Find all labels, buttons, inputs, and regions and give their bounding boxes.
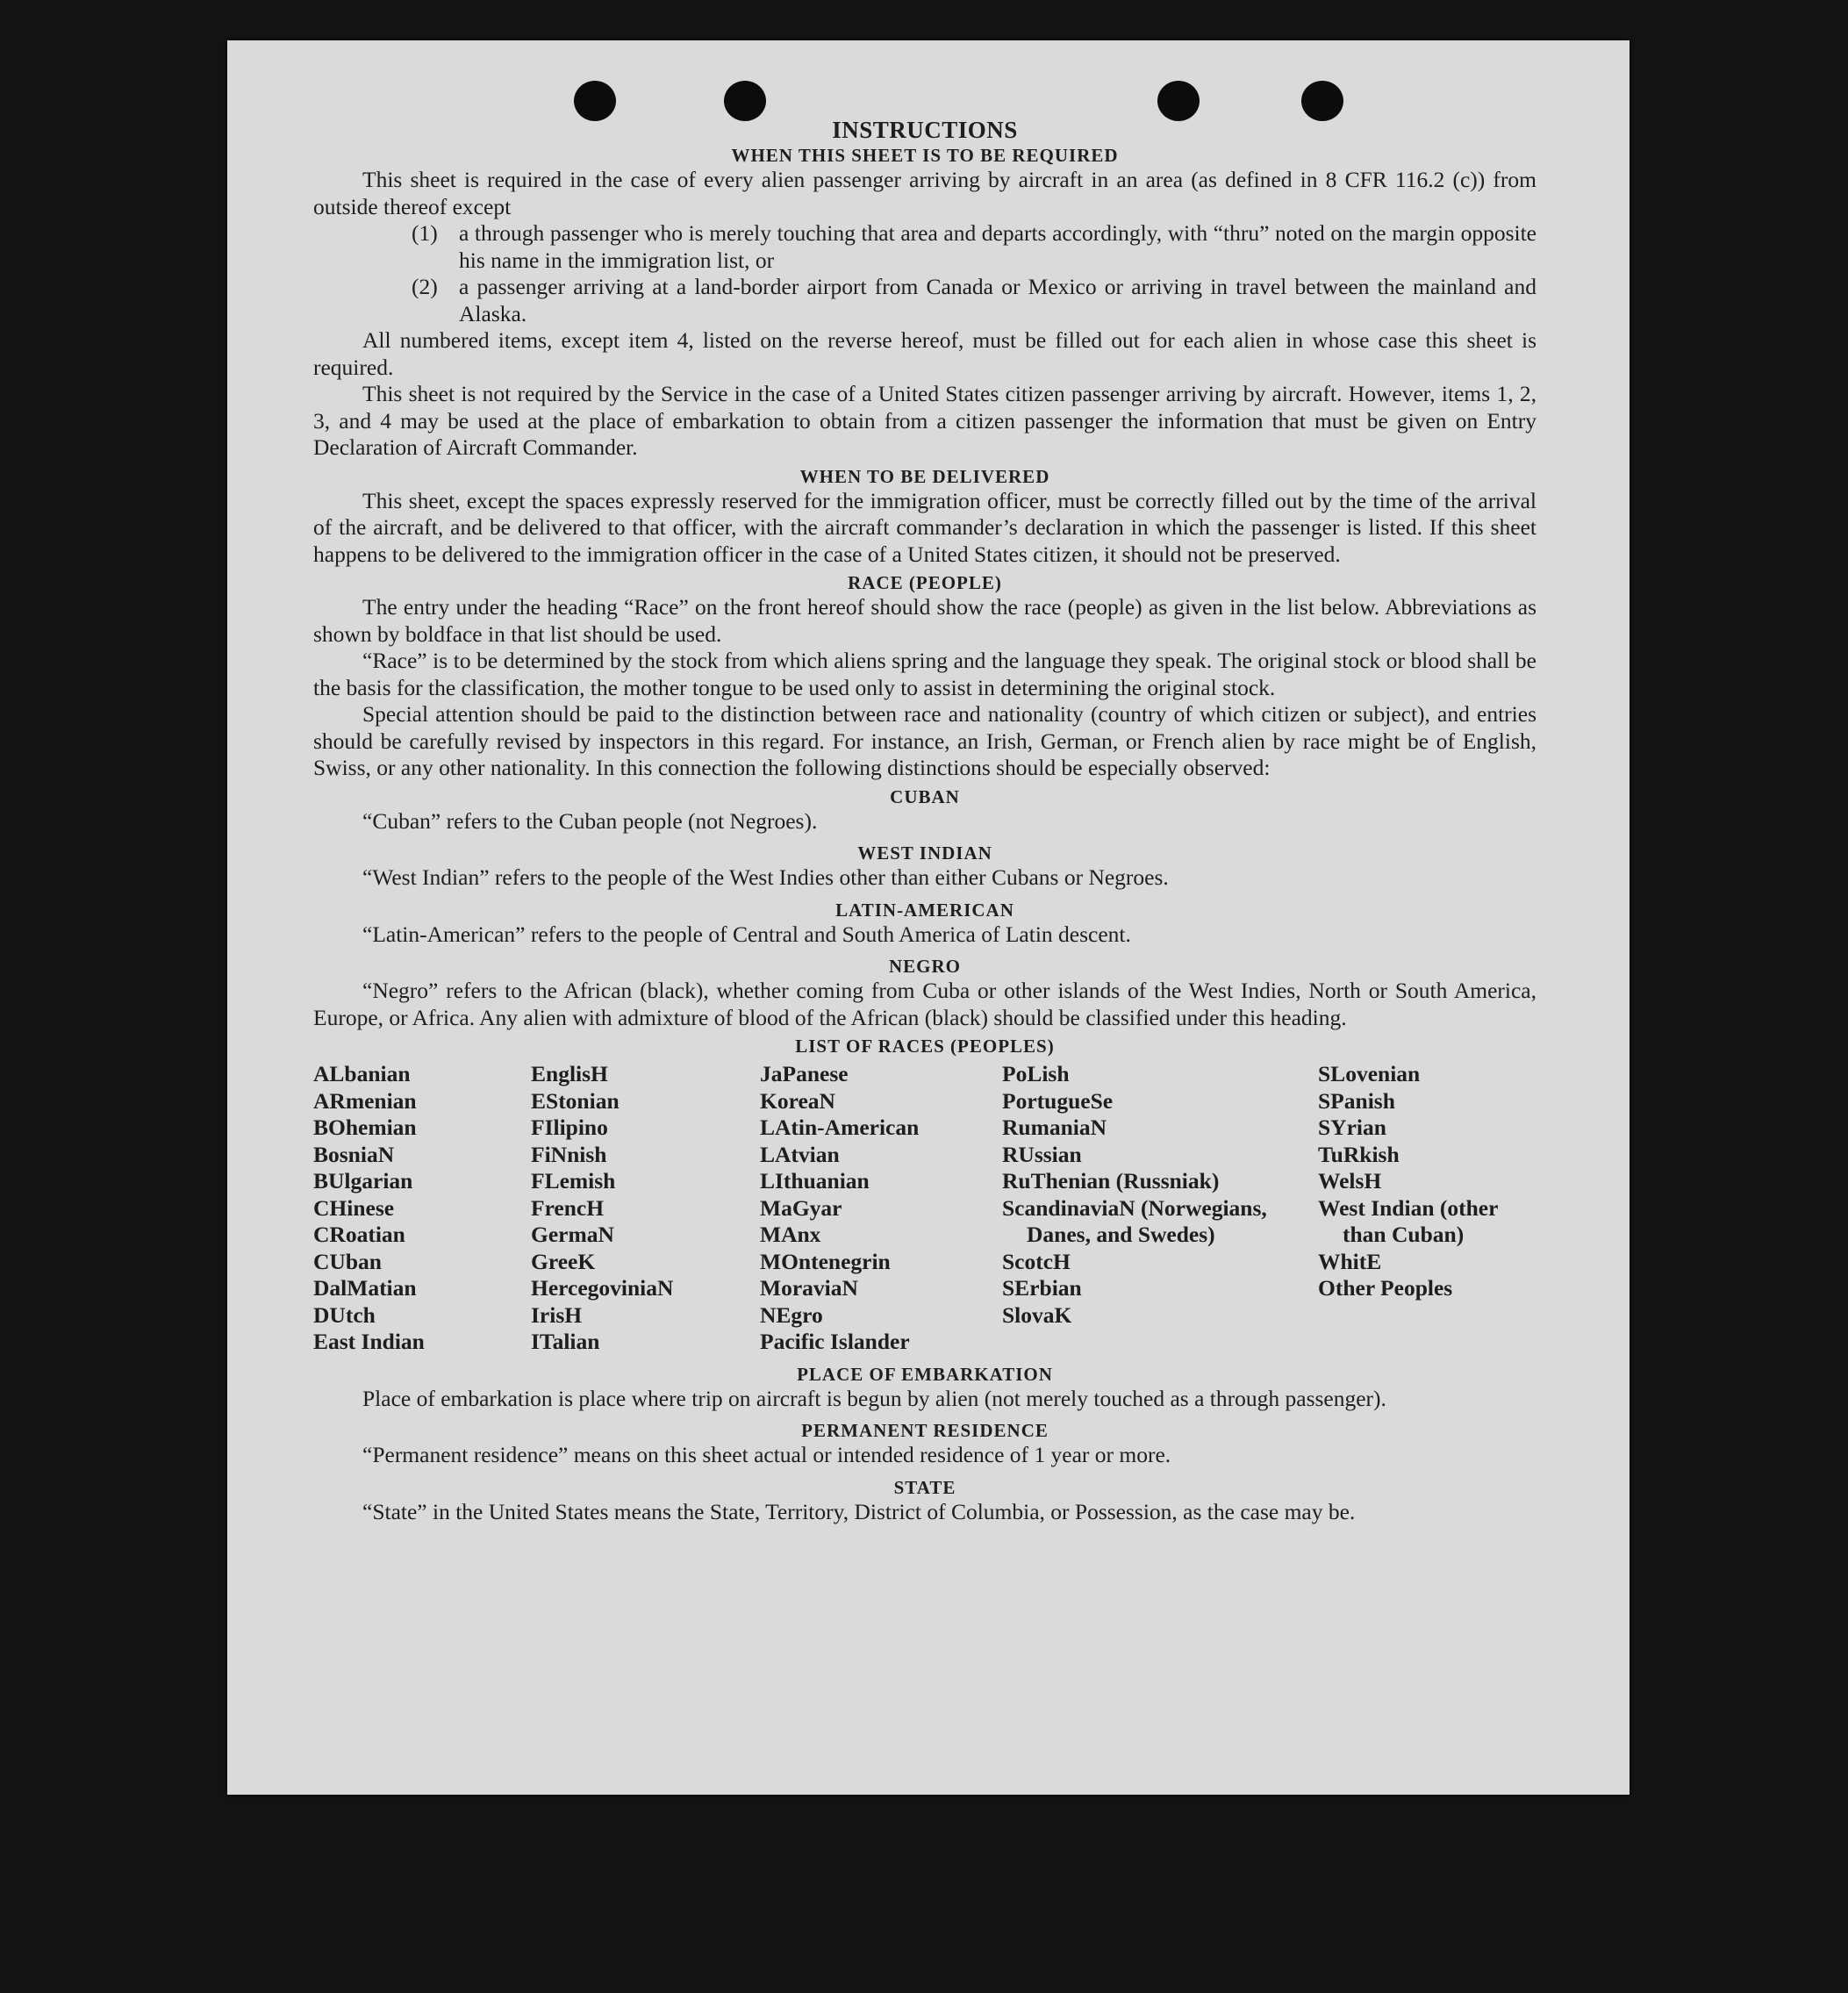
paragraph: Place of embarkation is place where trip on aircraft is begun by alien (not merely touched as a through passenger). xyxy=(362,1385,1386,1411)
section-heading: PLACE OF EMBARKATION xyxy=(797,1363,1053,1385)
section-heading: WEST INDIAN xyxy=(857,842,992,864)
race-entry: FLemish xyxy=(531,1168,616,1194)
race-entry: SLovenian xyxy=(1318,1061,1421,1086)
paragraph: The entry under the heading “Race” on the front hereof should show the race (people) as given in the list below. Abbreviations as shown by boldface in that list should be used. xyxy=(313,594,1536,647)
race-entry: TuRkish xyxy=(1318,1141,1400,1167)
race-entry: NEgro xyxy=(760,1301,823,1328)
paragraph: This sheet is not required by the Service in the case of a United States citizen passenger arriving by aircraft. However, items 1, 2, 3, and 4 may be used at the place of embarkation to obtain from a citizen passenger the information that must be given on Entry Declaration of Aircraft Commander. xyxy=(313,381,1536,460)
race-entry: LAtvian xyxy=(760,1141,840,1167)
item-number: (1) xyxy=(412,220,438,246)
paragraph: “Race” is to be determined by the stock from which aliens spring and the language they speak. The original stock or blood shall be the basis for the classification, the mother tongue to be used only to assist in determining the original stock. xyxy=(313,648,1536,700)
race-entry: SErbian xyxy=(1002,1275,1082,1301)
paragraph: This sheet is required in the case of every alien passenger arriving by aircraft in an area (as defined in 8 CFR 116.2 (c)) from outside thereof except xyxy=(313,167,1536,219)
race-entry: BOhemian xyxy=(313,1115,417,1140)
race-entry: KoreaN xyxy=(760,1087,835,1114)
race-entry: MAnx xyxy=(760,1222,821,1247)
race-entry: ScotcH xyxy=(1002,1248,1071,1274)
race-entry: DalMatian xyxy=(313,1275,417,1301)
race-entry: MOntenegrin xyxy=(760,1248,891,1274)
race-entry: DUtch xyxy=(313,1301,376,1328)
section-heading: WHEN TO BE DELIVERED xyxy=(799,465,1050,487)
race-entry: West Indian (other than Cuban) xyxy=(1318,1194,1498,1247)
paragraph: All numbered items, except item 4, listed on the reverse hereof, must be filled out for each alien in whose case this sheet is required. xyxy=(313,327,1536,380)
race-entry: RUssian xyxy=(1002,1141,1082,1167)
paragraph: “Latin-American” refers to the people of Central and South America of Latin descent. xyxy=(362,921,1131,947)
race-column xyxy=(531,1061,760,1356)
race-entry: ALbanian xyxy=(313,1061,411,1086)
race-entry: ScandinaviaN (Norwegians, Danes, and Swedes) xyxy=(1002,1194,1267,1247)
race-entry: PoLish xyxy=(1002,1061,1070,1086)
race-entry: CRoatian xyxy=(313,1222,405,1247)
race-entry: RumaniaN xyxy=(1002,1115,1107,1140)
race-entry: LAtin-American xyxy=(760,1115,920,1140)
paragraph: “Cuban” refers to the Cuban people (not Negroes). xyxy=(362,807,818,834)
item-number: (2) xyxy=(412,274,438,299)
section-heading: PERMANENT RESIDENCE xyxy=(801,1420,1049,1441)
race-entry: FiNnish xyxy=(531,1141,607,1167)
item-text: a through passenger who is merely touching that area and departs accordingly, with “thru” noted on the margin opposite his name in the immigration list, or xyxy=(459,220,1536,273)
race-entry: MaGyar xyxy=(760,1194,842,1221)
race-column xyxy=(760,1061,1002,1356)
section-heading: NEGRO xyxy=(888,956,961,977)
race-entry: EnglisH xyxy=(531,1061,608,1086)
race-column xyxy=(1318,1061,1536,1356)
race-entry: ARmenian xyxy=(313,1087,417,1114)
instructions-content xyxy=(313,116,1536,1525)
race-entry: BUlgarian xyxy=(313,1168,413,1194)
race-entry: Other Peoples xyxy=(1318,1275,1453,1301)
race-entry: Pacific Islander xyxy=(760,1329,910,1354)
race-entry: PortugueSe xyxy=(1002,1087,1114,1114)
race-entry: SlovaK xyxy=(1002,1301,1072,1328)
race-list xyxy=(313,1061,1536,1356)
race-entry: JaPanese xyxy=(760,1061,849,1086)
section-heading: RACE (PEOPLE) xyxy=(848,572,1002,593)
page-title: INSTRUCTIONS xyxy=(832,117,1018,143)
paragraph: “West Indian” refers to the people of the West Indies other than either Cubans or Negroes. xyxy=(362,864,1169,890)
paragraph: This sheet, except the spaces expressly reserved for the immigration officer, must be correctly filled out by the time of the arrival of the aircraft, and be delivered to that officer, with the aircraft commander’s declaration in which the passenger is listed. If this sheet happens to be delivered to the immigration officer in the case of a United States citizen, it should not be preserved. xyxy=(313,487,1536,567)
race-entry: IrisH xyxy=(531,1301,583,1328)
race-entry: WelsH xyxy=(1318,1168,1382,1194)
list-item xyxy=(412,220,1536,274)
list-item xyxy=(412,274,1536,327)
race-entry: ITalian xyxy=(531,1329,600,1354)
race-entry: East Indian xyxy=(313,1329,425,1354)
paragraph: “Negro” refers to the African (black), whether coming from Cuba or other islands of the West Indies, North or South America, Europe, or Africa. Any alien with admixture of blood of the African (black) should be classified under this heading. xyxy=(313,978,1536,1030)
item-text: a passenger arriving at a land-border airport from Canada or Mexico or arriving in travel between the mainland and Alaska. xyxy=(459,274,1536,326)
race-entry: EStonian xyxy=(531,1087,620,1114)
race-entry: CHinese xyxy=(313,1194,395,1221)
paragraph: Special attention should be paid to the distinction between race and nationality (country of which citizen or subject), and entries should be carefully revised by inspectors in this regard. For instance, an Irish, German, or French alien by race might be of English, Swiss, or any other nationality. In this connection the following distinctions should be especially observed: xyxy=(313,701,1536,780)
section-heading: LATIN-AMERICAN xyxy=(835,899,1014,921)
race-column xyxy=(1002,1061,1318,1356)
race-entry: GreeK xyxy=(531,1248,596,1274)
race-entry: BosniaN xyxy=(313,1141,395,1167)
document-sheet xyxy=(227,40,1630,1795)
section-heading: STATE xyxy=(893,1476,956,1498)
race-column xyxy=(313,1061,531,1356)
section-heading: LIST OF RACES (PEOPLES) xyxy=(795,1036,1055,1057)
race-entry: FrencH xyxy=(531,1194,605,1221)
race-entry: SPanish xyxy=(1318,1087,1395,1114)
race-entry: LIthuanian xyxy=(760,1168,870,1194)
race-entry: RuThenian (Russniak) xyxy=(1002,1168,1220,1194)
race-entry: FIlipino xyxy=(531,1115,608,1140)
race-entry: WhitE xyxy=(1318,1248,1382,1274)
race-entry: MoraviaN xyxy=(760,1275,858,1301)
section-heading: CUBAN xyxy=(890,785,960,807)
race-entry: GermaN xyxy=(531,1222,614,1247)
race-entry: SYrian xyxy=(1318,1115,1386,1140)
race-entry: HercegoviniaN xyxy=(531,1275,674,1301)
section-heading: WHEN THIS SHEET IS TO BE REQUIRED xyxy=(731,145,1119,166)
race-entry: CUban xyxy=(313,1248,382,1274)
paragraph: “Permanent residence” means on this sheet actual or intended residence of 1 year or more. xyxy=(362,1442,1171,1467)
paragraph: “State” in the United States means the State, Territory, District of Columbia, or Possession, as the case may be. xyxy=(362,1498,1356,1524)
